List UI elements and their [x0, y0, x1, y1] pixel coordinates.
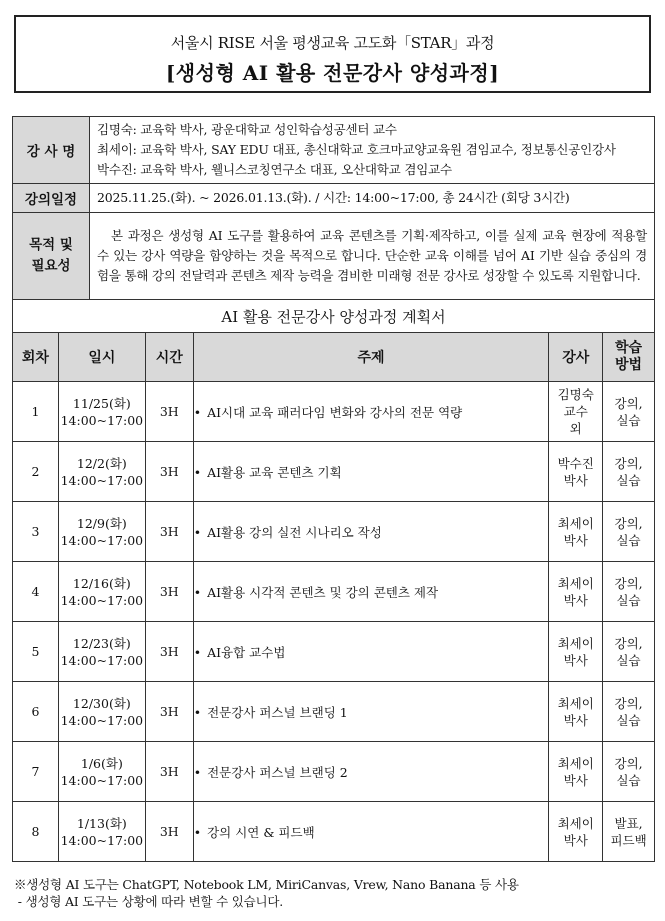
- session-datetime: [58, 382, 145, 442]
- session-topic: 강의 시연 & 피드백: [207, 824, 315, 840]
- purpose-row: [13, 213, 655, 300]
- course-info-table: [12, 116, 655, 300]
- session-hours: 14:00~17:00: [60, 772, 144, 788]
- session-row: [13, 442, 655, 502]
- schedule-label: 강의일정: [13, 184, 90, 213]
- session-topic-cell: [193, 562, 549, 622]
- instructor-name: 최세이: [557, 815, 594, 831]
- session-date: 11/25(화): [72, 395, 131, 411]
- method-line: 실습: [616, 412, 641, 428]
- session-method: [603, 682, 655, 742]
- session-number: 7: [13, 742, 59, 802]
- plan-title: AI 활용 전문강사 양성과정 계획서: [13, 300, 655, 333]
- session-instructor: [549, 562, 603, 622]
- schedule-cell: [90, 184, 655, 213]
- method-line: 피드백: [610, 832, 647, 848]
- session-time: 3H: [145, 622, 193, 682]
- session-topic: AI활용 교육 콘텐츠 기획: [207, 464, 342, 480]
- instructor-extra: 외: [569, 421, 582, 436]
- session-time: 3H: [145, 742, 193, 802]
- session-method: [603, 802, 655, 862]
- method-line: 강의,: [614, 755, 643, 771]
- session-topic-cell: [193, 742, 549, 802]
- col-header-date: 일시: [58, 333, 145, 382]
- instructor-title: 박사: [563, 592, 588, 608]
- instructor-name: 최세이: [557, 515, 594, 531]
- instructor-title: 박사: [563, 532, 588, 548]
- session-method: [603, 502, 655, 562]
- session-datetime: [58, 502, 145, 562]
- session-topic-cell: [193, 382, 549, 442]
- instructor-line: 김명숙: 교육학 박사, 광운대학교 성인학습성공센터 교수: [97, 122, 397, 137]
- session-row: [13, 562, 655, 622]
- session-topic: AI활용 강의 실전 시나리오 작성: [207, 524, 382, 540]
- method-line: 강의,: [614, 575, 643, 591]
- session-topic: AI융합 교수법: [207, 644, 286, 660]
- instructor-name: 최세이: [557, 635, 594, 651]
- session-number: 5: [13, 622, 59, 682]
- method-line: 실습: [616, 592, 641, 608]
- instructor-line: 최세이: 교육학 박사, SAY EDU 대표, 총신대학교 호크마교양교육원 겸임교수, 정보통신공인강사: [97, 142, 616, 157]
- session-datetime: [58, 682, 145, 742]
- method-line: 강의,: [614, 635, 643, 651]
- method-line: 발표,: [614, 815, 643, 831]
- bullet: •: [193, 524, 202, 540]
- session-date: 12/30(화): [72, 695, 131, 711]
- session-topic: AI시대 교육 패러다임 변화와 강사의 전문 역량: [207, 404, 463, 420]
- session-topic-cell: [193, 502, 549, 562]
- session-number: 3: [13, 502, 59, 562]
- col-header-method-line: 학습: [615, 340, 643, 356]
- instructor-title: 교수: [563, 404, 588, 419]
- session-date: 12/16(화): [72, 575, 131, 591]
- bullet: •: [193, 764, 202, 780]
- session-hours: 14:00~17:00: [60, 832, 144, 848]
- method-line: 실습: [616, 652, 641, 668]
- schedule-row: [13, 184, 655, 213]
- session-row: [13, 802, 655, 862]
- footnote: - 생성형 AI 도구는 상황에 따라 변할 수 있습니다.: [14, 894, 284, 909]
- session-date: 12/2(화): [76, 455, 127, 471]
- method-line: 강의,: [614, 455, 643, 471]
- session-number: 4: [13, 562, 59, 622]
- bullet: •: [193, 404, 202, 420]
- session-topic-cell: [193, 802, 549, 862]
- session-topic-cell: [193, 622, 549, 682]
- session-instructor: [549, 622, 603, 682]
- session-time: 3H: [145, 562, 193, 622]
- session-method: [603, 382, 655, 442]
- instructor-line: 박수진: 교육학 박사, 웰니스코칭연구소 대표, 오산대학교 겸임교수: [97, 162, 452, 177]
- document-subtitle: 서울시 RISE 서울 평생교육 고도화「STAR」과정: [170, 34, 495, 52]
- session-time: 3H: [145, 442, 193, 502]
- method-line: 강의,: [614, 395, 643, 411]
- session-datetime: [58, 742, 145, 802]
- document-title-box: [14, 15, 651, 93]
- method-line: 강의,: [614, 515, 643, 531]
- session-datetime: [58, 442, 145, 502]
- instructor-name: 김명숙: [557, 387, 594, 402]
- session-hours: 14:00~17:00: [60, 712, 144, 728]
- session-time: 3H: [145, 382, 193, 442]
- session-method: [603, 562, 655, 622]
- col-header-topic: 주제: [193, 333, 549, 382]
- session-topic-cell: [193, 682, 549, 742]
- session-instructor: [549, 742, 603, 802]
- session-instructor: [549, 442, 603, 502]
- session-topic: AI활용 시각적 콘텐츠 및 강의 콘텐츠 제작: [207, 584, 439, 600]
- session-hours: 14:00~17:00: [60, 652, 144, 668]
- method-line: 실습: [616, 772, 641, 788]
- session-time: 3H: [145, 802, 193, 862]
- session-instructor: [549, 802, 603, 862]
- session-topic: 전문강사 퍼스널 브랜딩 2: [207, 764, 348, 780]
- instructor-title: 박사: [563, 712, 588, 728]
- session-hours: 14:00~17:00: [60, 592, 144, 608]
- session-instructor: [549, 502, 603, 562]
- method-line: 실습: [616, 712, 641, 728]
- session-datetime: [58, 562, 145, 622]
- session-row: [13, 682, 655, 742]
- session-instructor: [549, 682, 603, 742]
- col-header-no: 회차: [13, 333, 59, 382]
- session-hours: 14:00~17:00: [60, 532, 144, 548]
- session-time: 3H: [145, 502, 193, 562]
- method-line: 실습: [616, 532, 641, 548]
- instructor-name: 최세이: [557, 695, 594, 711]
- col-header-time: 시간: [145, 333, 193, 382]
- instructor-title: 박사: [563, 652, 588, 668]
- session-date: 12/23(화): [72, 635, 131, 651]
- session-date: 1/6(화): [80, 755, 123, 771]
- session-row: [13, 622, 655, 682]
- session-hours: 14:00~17:00: [60, 472, 144, 488]
- purpose-text: 본 과정은 생성형 AI 도구를 활용하여 교육 콘텐츠를 기획·제작하고, 이를 실제 교육 현장에 적용할 수 있는 강사 역량을 함양하는 것을 목적으로 합니다. 단순한 교육 이해를 넘어 AI 기반 실습 중심의 경험을 통해 강의 전달력과 콘텐츠 제작 능력을 겸비한 미래형 전문 강사로 성장할 수 있도록 지원합니다.: [97, 228, 647, 283]
- instructor-name: 최세이: [557, 755, 594, 771]
- footnote: ※생성형 AI 도구는 ChatGPT, Notebook LM, MiriCanvas, Vrew, Nano Banana 등 사용: [14, 877, 519, 892]
- purpose-label-line: 필요성: [31, 258, 71, 274]
- purpose-label: [13, 213, 90, 300]
- instructor-name: 최세이: [557, 575, 594, 591]
- session-time: 3H: [145, 682, 193, 742]
- session-method: [603, 742, 655, 802]
- session-date: 1/13(화): [76, 815, 127, 831]
- method-line: 강의,: [614, 695, 643, 711]
- instructor-title: 박사: [563, 472, 588, 488]
- instructors-row: [13, 117, 655, 184]
- purpose-label-line: 목적 및: [29, 237, 73, 253]
- instructors-label: 강 사 명: [13, 117, 90, 184]
- bullet: •: [193, 644, 202, 660]
- session-number: 1: [13, 382, 59, 442]
- session-row: [13, 382, 655, 442]
- session-row: [13, 502, 655, 562]
- schedule-text: 2025.11.25.(화). ~ 2026.01.13.(화). / 시간: 14:00~17:00, 총 24시간 (회당 3시간): [97, 190, 570, 205]
- session-datetime: [58, 622, 145, 682]
- plan-table: [12, 299, 655, 862]
- session-instructor: [549, 382, 603, 442]
- session-method: [603, 442, 655, 502]
- instructor-name: 박수진: [557, 455, 594, 471]
- method-line: 실습: [616, 472, 641, 488]
- session-datetime: [58, 802, 145, 862]
- bullet: •: [193, 464, 202, 480]
- bullet: •: [193, 704, 202, 720]
- session-topic: 전문강사 퍼스널 브랜딩 1: [207, 704, 348, 720]
- instructor-title: 박사: [563, 772, 588, 788]
- purpose-cell: [90, 213, 655, 300]
- bullet: •: [193, 824, 202, 840]
- document-title: [생성형 AI 활용 전문강사 양성과정]: [165, 61, 500, 85]
- instructor-title: 박사: [563, 832, 588, 848]
- bullet: •: [193, 584, 202, 600]
- session-date: 12/9(화): [76, 515, 127, 531]
- session-row: [13, 742, 655, 802]
- instructors-cell: [90, 117, 655, 184]
- session-hours: 14:00~17:00: [60, 412, 144, 428]
- session-number: 6: [13, 682, 59, 742]
- footnotes: [14, 876, 519, 910]
- plan-header-row: [13, 333, 655, 382]
- session-method: [603, 622, 655, 682]
- session-topic-cell: [193, 442, 549, 502]
- col-header-method: [603, 333, 655, 382]
- session-number: 2: [13, 442, 59, 502]
- col-header-instructor: 강사: [549, 333, 603, 382]
- session-number: 8: [13, 802, 59, 862]
- col-header-method-line: 방법: [615, 357, 643, 373]
